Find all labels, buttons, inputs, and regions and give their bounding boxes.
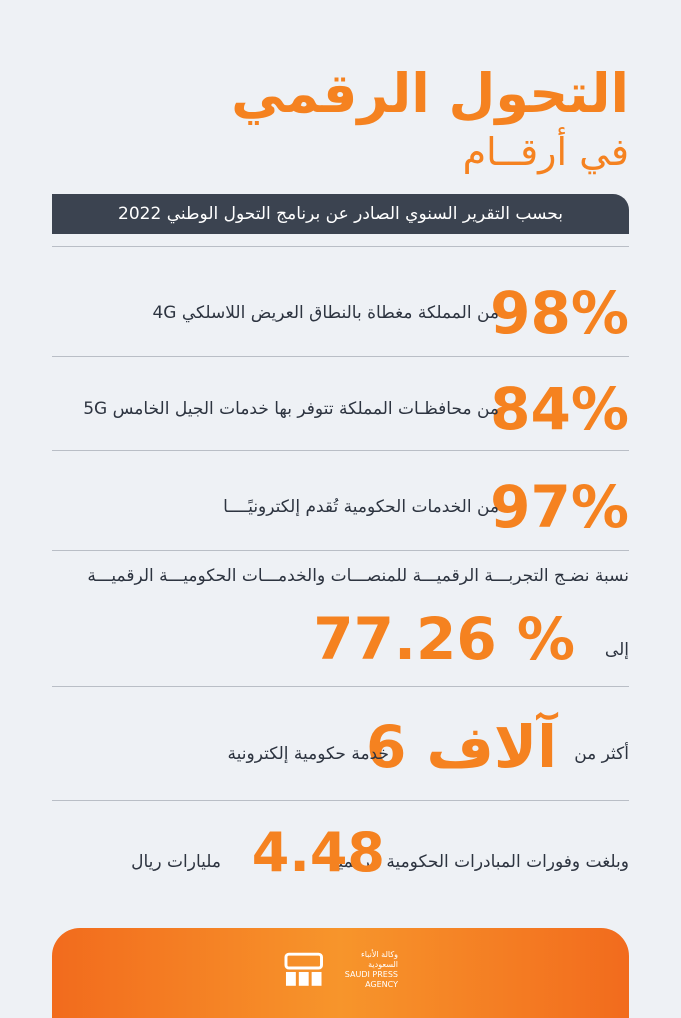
- stat-text: من محافظـات المملكة تتوفر بها خدمات الجيل الخامس 5G: [83, 399, 499, 419]
- stat-text: من المملكة مغطاة بالنطاق العريض اللاسلكي 4G: [152, 303, 499, 323]
- divider: [52, 246, 629, 247]
- divider: [52, 800, 629, 801]
- logo-english-2: AGENCY: [365, 980, 398, 989]
- divider: [52, 356, 629, 357]
- footer-bar: [52, 928, 629, 1018]
- logo-arabic: وكالة الأنباء السعودية: [360, 950, 398, 969]
- maturity-text: نسبة نضـج التجربـــة الرقميـــة للمنصـــات والخدمـــات الحكوميـــة الرقميـــة: [87, 566, 629, 586]
- savings-suffix: مليارات ريال: [131, 852, 221, 872]
- savings-prefix: وبلغت وفورات المبادرات الحكومية الرقمية: [329, 852, 629, 872]
- services-prefix: أكثر من: [574, 744, 629, 764]
- stat-text: من الخدمات الحكومية تُقدم إلكترونيًــــا: [223, 497, 499, 517]
- stat-row-e-services: [52, 462, 629, 552]
- source-banner: بحسب التقرير السنوي الصادر عن برنامج التحول الوطني 2022: [52, 194, 629, 234]
- page-title: التحول الرقمي: [231, 62, 629, 125]
- logo-english-1: SAUDI PRESS: [344, 970, 398, 979]
- services-value: 6 آلاف: [365, 713, 557, 781]
- stat-value: 84%: [490, 375, 629, 443]
- divider: [52, 550, 629, 551]
- spa-logo-icon: [284, 950, 323, 990]
- stat-row-coverage-4g: [52, 268, 629, 358]
- stat-value: 97%: [490, 473, 629, 541]
- stat-row-5g-governorates: [52, 364, 629, 454]
- divider: [52, 686, 629, 687]
- spa-logo: [284, 948, 398, 992]
- maturity-value: 77.26 %: [313, 605, 575, 673]
- services-suffix: خدمة حكومية إلكترونية: [227, 744, 389, 764]
- divider: [52, 450, 629, 451]
- savings-value: 4.48: [251, 821, 385, 884]
- page-subtitle: في أرقــام: [462, 130, 629, 174]
- maturity-prefix: إلى: [604, 640, 629, 660]
- stat-value: 98%: [490, 279, 629, 347]
- spa-logo-text: [329, 950, 398, 990]
